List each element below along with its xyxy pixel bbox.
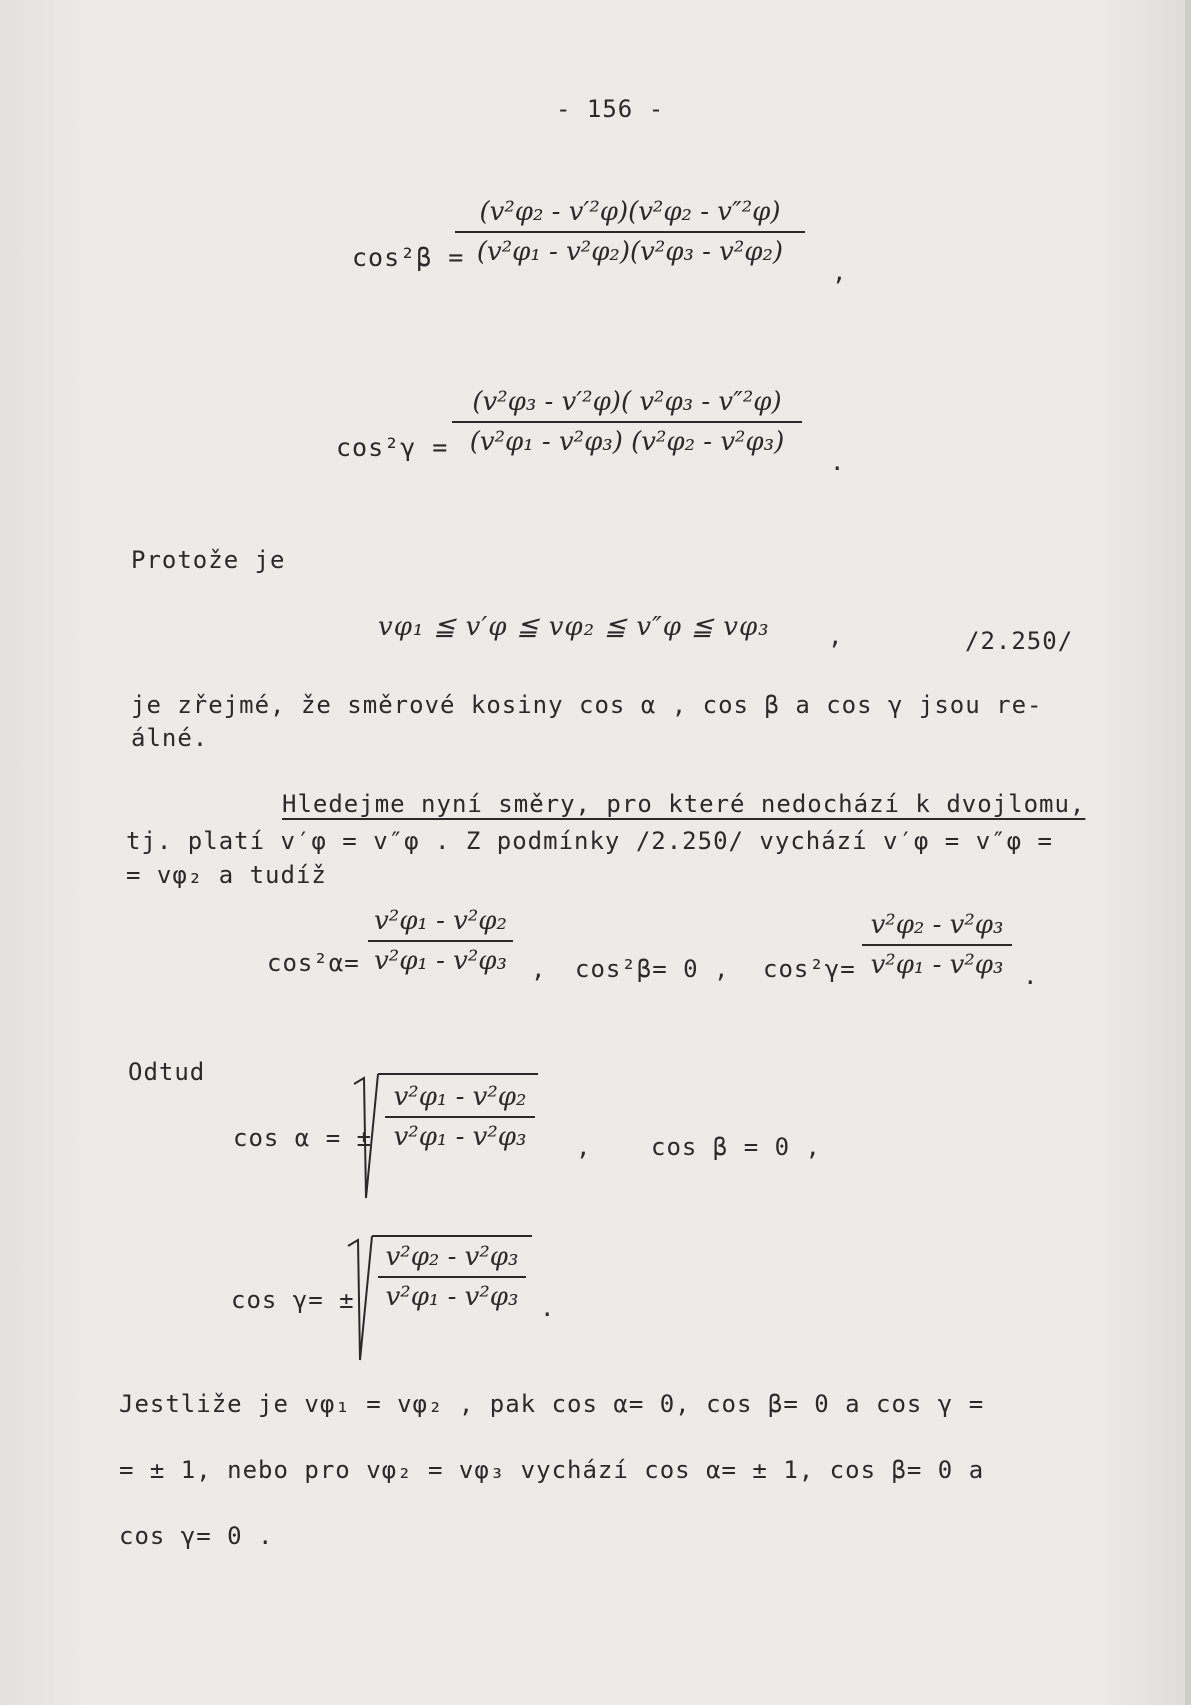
paragraph-1-line-2: álné. bbox=[131, 724, 209, 752]
paragraph-3-line-3: cos γ= 0 . bbox=[119, 1522, 274, 1550]
eq-cos2beta-denominator: (v²φ₁ - v²φ₂)(v²φ₃ - v²φ₂) bbox=[476, 237, 784, 267]
eq-cos-gamma-denominator: v²φ₁ - v²φ₃ bbox=[385, 1282, 519, 1312]
eq-cos-beta-zero: cos β = 0 , bbox=[651, 1133, 821, 1161]
eq-cos2alpha-fraction bbox=[368, 902, 513, 980]
sqrt-overline bbox=[378, 1073, 538, 1075]
page-number: - 156 - bbox=[556, 95, 665, 123]
eq-cos2beta-zero: cos²β= 0 , bbox=[575, 955, 730, 983]
eq-cos2gamma2-denominator: v²φ₁ - v²φ₃ bbox=[870, 950, 1004, 980]
eq-cos-alpha-separator: , bbox=[576, 1133, 592, 1161]
eq-cos2alpha-lhs: cos²α= bbox=[267, 949, 360, 977]
eq-cos2gamma-denominator: (v²φ₁ - v²φ₃) (v²φ₂ - v²φ₃) bbox=[469, 427, 785, 457]
eq-cos-alpha-denominator: v²φ₁ - v²φ₃ bbox=[393, 1122, 527, 1152]
eq-cos-gamma-trail: . bbox=[540, 1294, 556, 1322]
sqrt-sign-icon bbox=[352, 1072, 382, 1202]
eq-cos2alpha-numerator: v²φ₁ - v²φ₂ bbox=[374, 906, 507, 936]
eq-cos2gamma-fraction bbox=[452, 383, 802, 461]
eq-cos-gamma-numerator: v²φ₂ - v²φ₃ bbox=[385, 1242, 519, 1272]
sqrt-sign-icon bbox=[346, 1234, 376, 1364]
eq-cos2gamma2-fraction bbox=[862, 906, 1012, 984]
eq-row3-separator: , bbox=[531, 955, 547, 983]
text-odtud: Odtud bbox=[128, 1058, 206, 1086]
paragraph-3-line-1: Jestliže je vφ₁ = vφ₂ , pak cos α= 0, cos β= 0 a cos γ = bbox=[119, 1390, 985, 1418]
equation-reference: /2.250/ bbox=[965, 627, 1074, 655]
inequality-2250: vφ₁ ≦ v′φ ≦ vφ₂ ≦ v″φ ≦ vφ₃ bbox=[378, 612, 770, 642]
eq-cos-gamma-lhs: cos γ= ± bbox=[231, 1286, 355, 1314]
eq-cos2beta-lhs: cos²β = bbox=[352, 243, 465, 272]
eq-cos2gamma-trail: . bbox=[830, 448, 846, 476]
paragraph-2-line-2: tj. platí v′φ = v″φ . Z podmínky /2.250/ vychází v′φ = v″φ = bbox=[126, 827, 1053, 855]
eq-cos2gamma-numerator: (v²φ₃ - v′²φ)( v²φ₃ - v″²φ) bbox=[472, 387, 782, 417]
eq-cos-gamma-fraction bbox=[378, 1238, 526, 1316]
eq-cos-alpha-numerator: v²φ₁ - v²φ₂ bbox=[393, 1082, 527, 1112]
paragraph-2-line-3: = vφ₂ a tudíž bbox=[126, 861, 327, 889]
sqrt-overline bbox=[372, 1235, 532, 1237]
eq-cos-alpha-lhs: cos α = ± bbox=[233, 1124, 373, 1152]
eq-cos2gamma2-lhs: cos²γ= bbox=[763, 955, 856, 983]
eq-cos2beta-fraction bbox=[455, 193, 805, 271]
inequality-trail: , bbox=[828, 622, 844, 650]
eq-cos2gamma-lhs: cos²γ = bbox=[336, 433, 449, 462]
eq-cos2beta-trail: , bbox=[832, 258, 848, 286]
paragraph-2-line-1: Hledejme nyní směry, pro které nedochází k dvojlomu, bbox=[282, 790, 1086, 818]
eq-row3-trail: . bbox=[1023, 962, 1039, 990]
paragraph-3-line-2: = ± 1, nebo pro vφ₂ = vφ₃ vychází cos α= ± 1, cos β= 0 a bbox=[119, 1456, 985, 1484]
eq-cos2alpha-denominator: v²φ₁ - v²φ₃ bbox=[374, 946, 507, 976]
paragraph-1-line-1: je zřejmé, že směrové kosiny cos α , cos β a cos γ jsou re- bbox=[131, 691, 1043, 719]
eq-cos-alpha-fraction bbox=[385, 1078, 535, 1156]
page-edge bbox=[1185, 0, 1191, 1705]
text-protoze: Protože je bbox=[131, 546, 286, 574]
eq-cos2beta-numerator: (v²φ₂ - v′²φ)(v²φ₂ - v″²φ) bbox=[479, 197, 781, 227]
eq-cos2gamma2-numerator: v²φ₂ - v²φ₃ bbox=[870, 910, 1004, 940]
